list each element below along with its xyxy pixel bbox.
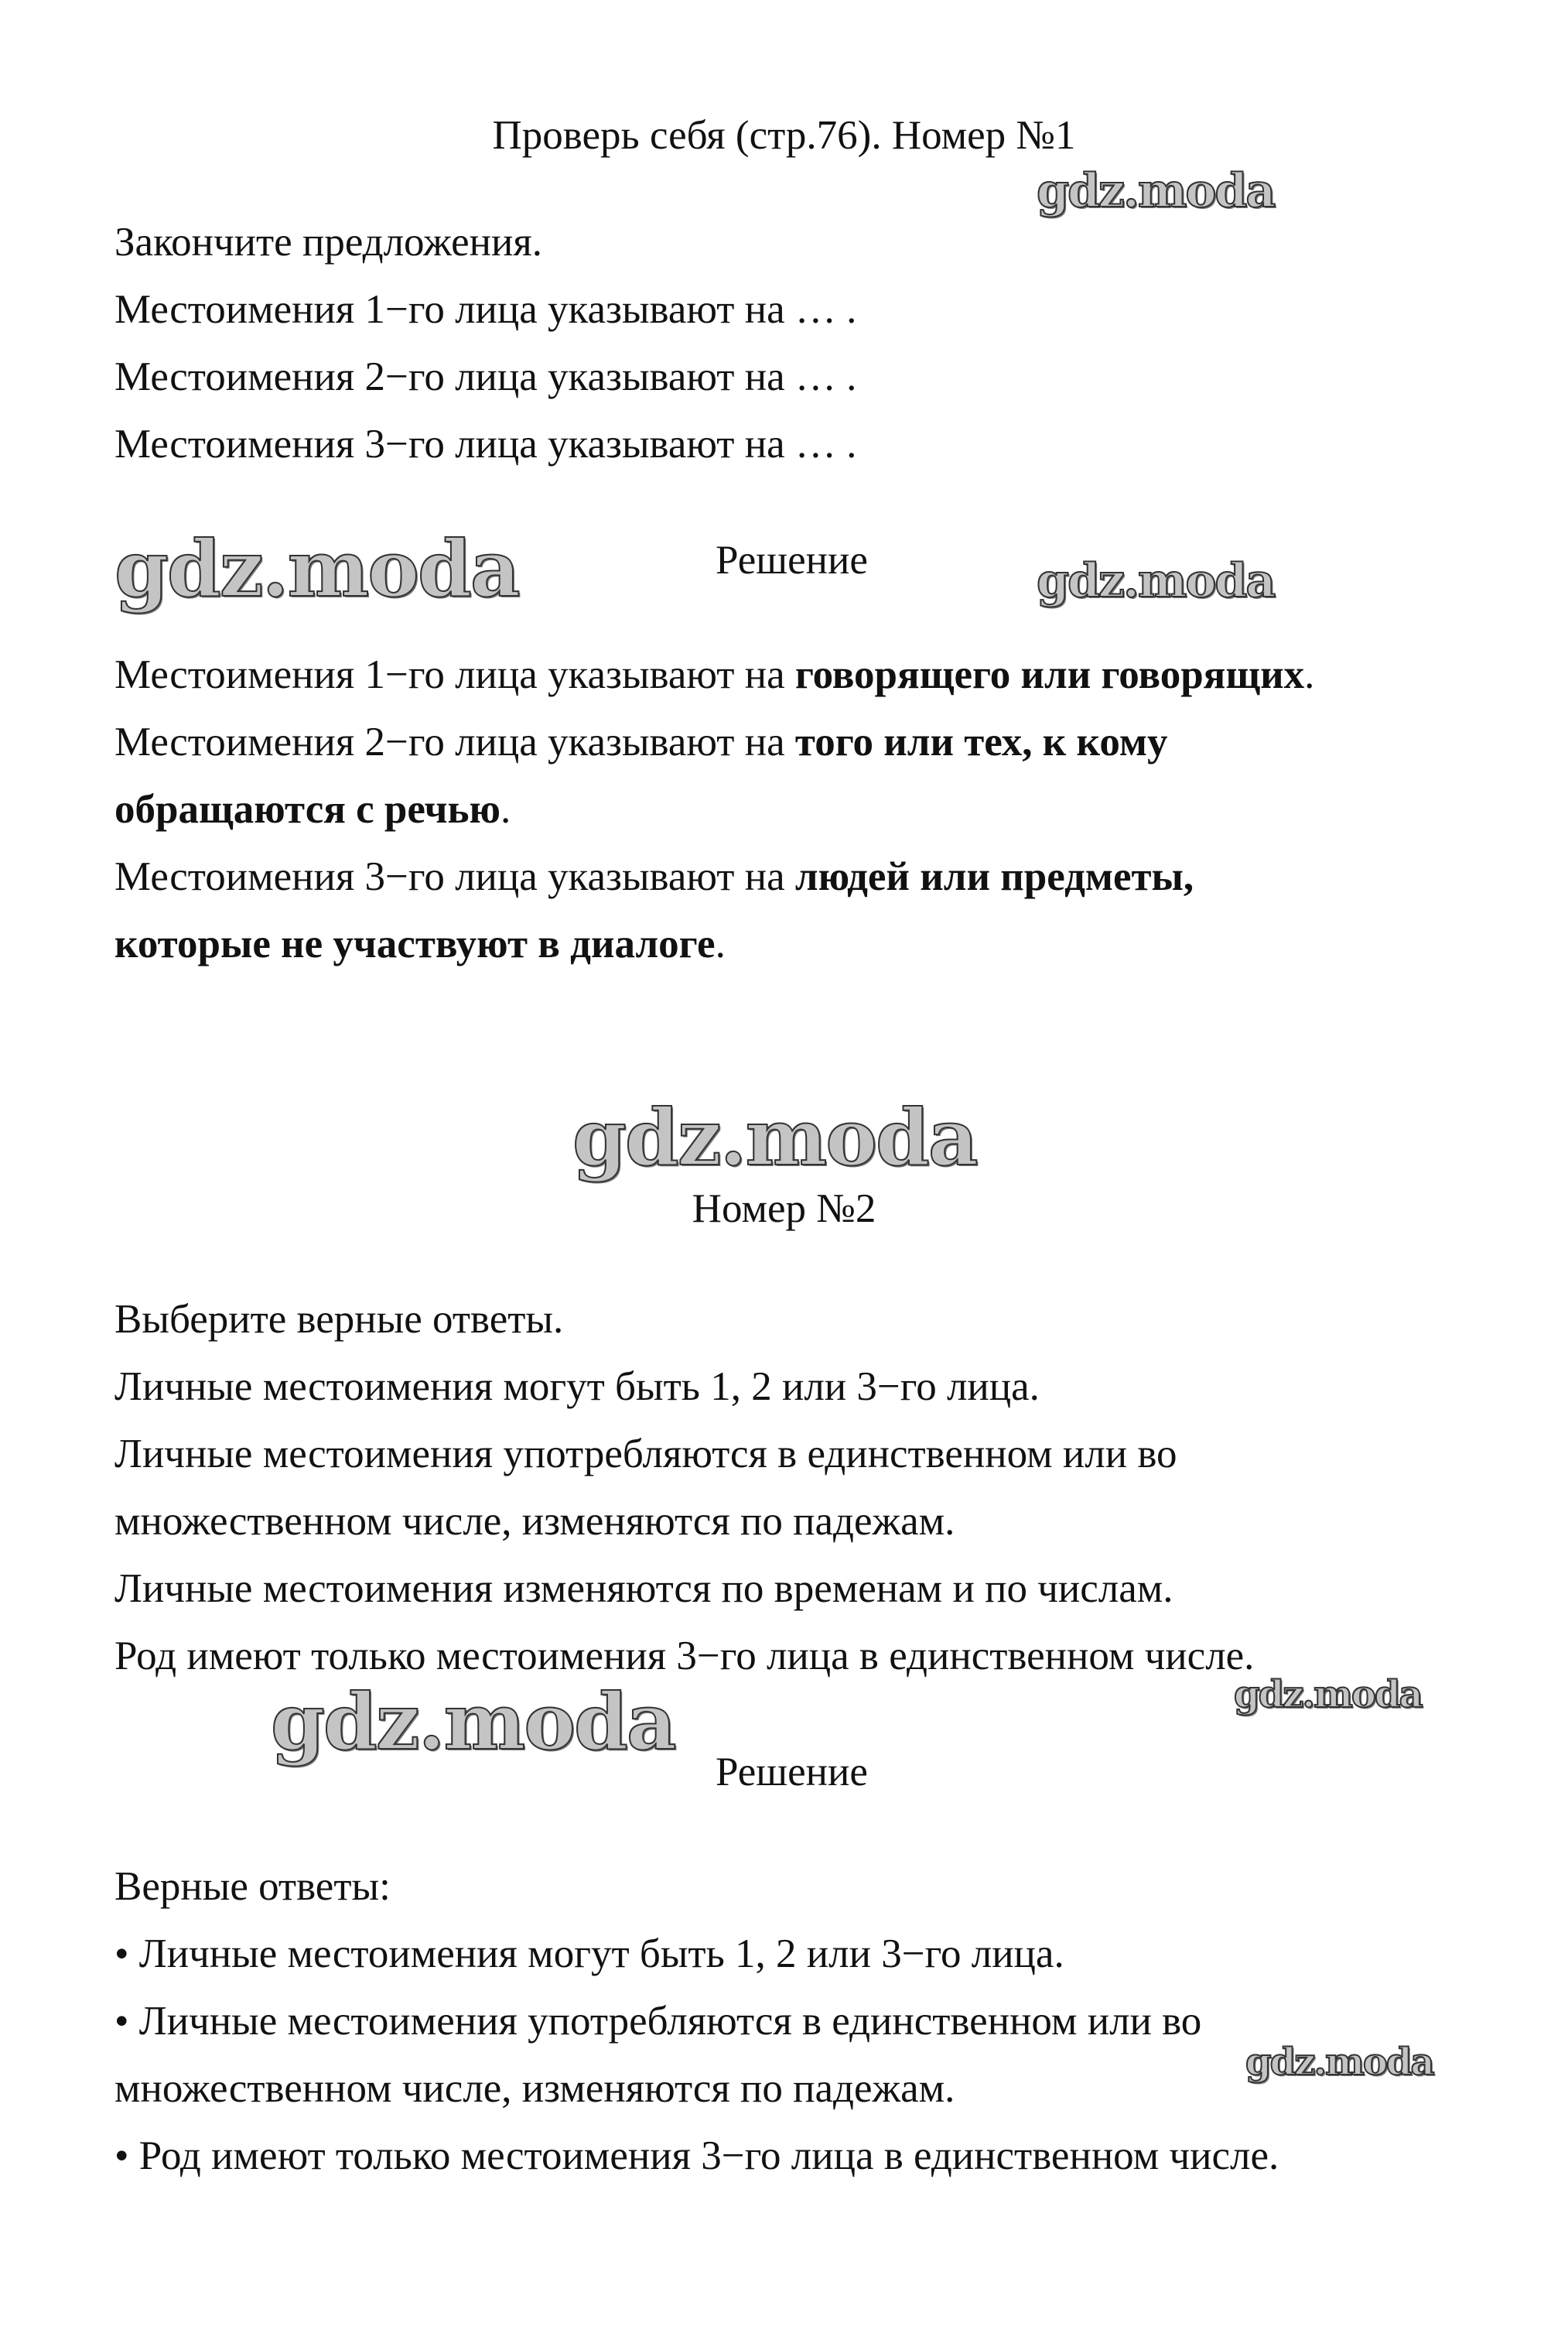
task2-option-1: Личные местоимения могут быть 1, 2 или 3−го лица. xyxy=(114,1364,1040,1409)
task2-correct-label: Верные ответы: xyxy=(114,1864,391,1909)
watermark-logo: gdz.moda xyxy=(572,1092,977,1183)
task2-prompt: Выберите верные ответы. xyxy=(114,1297,564,1342)
watermark-logo: gdz.moda xyxy=(1037,164,1275,218)
task2-option-2-cont: множественном числе, изменяются по падежам. xyxy=(114,1499,955,1544)
task2-option-4: Род имеют только местоимения 3−го лица в единственном числе. xyxy=(114,1633,1255,1678)
watermark-logo: gdz.moda xyxy=(1037,554,1275,608)
task1-prompt: Закончите предложения. xyxy=(114,220,543,265)
task2-option-2: Личные местоимения употребляются в единственном или во xyxy=(114,1432,1177,1476)
watermark-logo: gdz.moda xyxy=(114,523,519,614)
task2-option-3: Личные местоимения изменяются по временам и по числам. xyxy=(114,1566,1173,1611)
task2-correct-1: • Личные местоимения могут быть 1, 2 или 3−го лица. xyxy=(114,1931,1064,1976)
task1-item-3: Местоимения 3−го лица указывают на … . xyxy=(114,422,857,467)
watermark-logo: gdz.moda xyxy=(271,1676,675,1767)
watermark-logo: gdz.moda xyxy=(1234,1673,1422,1716)
task1-item-2: Местоимения 2−го лица указывают на … . xyxy=(114,354,857,399)
task1-answer-3-cont: которые не участвуют в диалоге. xyxy=(114,922,726,966)
task2-solution-label: Решение xyxy=(716,1750,868,1794)
task2-title: Номер №2 xyxy=(692,1186,876,1231)
task1-answer-2: Местоимения 2−го лица указывают на того или тех, к кому xyxy=(114,720,1168,765)
task1-answer-3: Местоимения 3−го лица указывают на людей или предметы, xyxy=(114,854,1194,899)
task1-answer-2-cont: обращаются с речью. xyxy=(114,787,511,832)
watermark-logo: gdz.moda xyxy=(1245,2041,1433,2084)
task2-correct-2-cont: множественном числе, изменяются по падежам. xyxy=(114,2066,955,2111)
task2-correct-2: • Личные местоимения употребляются в единственном или во xyxy=(114,1999,1202,2044)
task1-solution-label: Решение xyxy=(716,538,868,583)
task2-correct-3: • Род имеют только местоимения 3−го лица в единственном числе. xyxy=(114,2133,1279,2178)
task1-answer-1: Местоимения 1−го лица указывают на говорящего или говорящих. xyxy=(114,652,1315,697)
task1-title: Проверь себя (стр.76). Номер №1 xyxy=(492,113,1076,158)
task1-item-1: Местоимения 1−го лица указывают на … . xyxy=(114,287,857,332)
